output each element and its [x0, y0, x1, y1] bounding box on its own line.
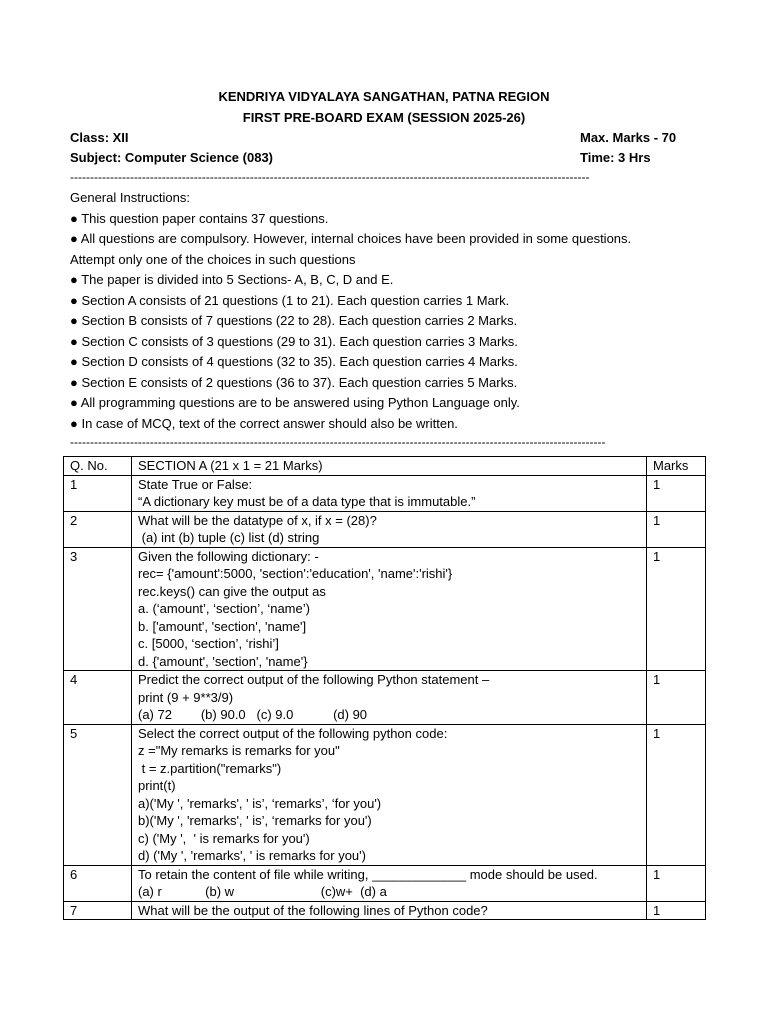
- instruction-line: ● Section C consists of 3 questions (29 to 31). Each question carries 3 Marks.: [70, 333, 518, 349]
- table-row: [64, 671, 706, 725]
- question-line: b)('My ', 'remarks', ' is’, ‘remarks for you'): [138, 813, 372, 828]
- instruction-line: General Instructions:: [70, 190, 190, 205]
- question-line: t = z.partition("remarks"): [138, 760, 282, 776]
- table-row: [64, 547, 706, 671]
- question-marks: 1: [647, 865, 706, 901]
- question-number: 3: [64, 547, 132, 671]
- question-marks: 1: [647, 901, 706, 920]
- column-header-qno: Q. No.: [64, 457, 132, 476]
- question-marks: 1: [647, 547, 706, 671]
- question-line: rec.keys() can give the output as: [138, 583, 326, 599]
- question-line: Given the following dictionary: -: [138, 548, 319, 564]
- instruction-line: ● Section E consists of 2 questions (36 to 37). Each question carries 5 Marks.: [70, 374, 518, 390]
- instruction-line: Attempt only one of the choices in such questions: [70, 251, 356, 267]
- question-line: d. {'amount', 'section', 'name'}: [138, 653, 308, 669]
- question-line: b. ['amount', 'section', 'name']: [138, 618, 307, 634]
- general-instructions: [70, 188, 710, 434]
- question-line: What will be the datatype of x, if x = (28)?: [138, 512, 377, 528]
- question-text: [132, 475, 647, 511]
- table-header-row: [64, 457, 706, 476]
- question-text: [132, 724, 647, 865]
- question-number: 5: [64, 724, 132, 865]
- table-row: [64, 901, 706, 920]
- table-row: [64, 865, 706, 901]
- subject-label: Subject: Computer Science (083): [70, 150, 273, 165]
- organization-title: KENDRIYA VIDYALAYA SANGATHAN, PATNA REGION: [218, 89, 550, 104]
- column-header-section: SECTION A (21 x 1 = 21 Marks): [132, 457, 647, 476]
- dashed-divider-top: ----------------------------------------------------------------------------------------------------------------------------------: [70, 170, 590, 184]
- question-line: d) ('My ', 'remarks', ' is remarks for you'): [138, 848, 366, 863]
- question-line: Select the correct output of the following python code:: [138, 725, 448, 741]
- class-label: Class: XII: [70, 130, 129, 145]
- question-line: State True or False:: [138, 476, 253, 492]
- question-line: z ="My remarks is remarks for you": [138, 743, 340, 758]
- question-line: print (9 + 9**3/9): [138, 689, 234, 705]
- question-number: 7: [64, 901, 132, 920]
- instruction-line: ● This question paper contains 37 questions.: [70, 210, 329, 226]
- table-row: [64, 724, 706, 865]
- table-row: [64, 511, 706, 547]
- question-marks: 1: [647, 671, 706, 725]
- question-line: What will be the output of the following lines of Python code?: [138, 902, 488, 918]
- question-number: 2: [64, 511, 132, 547]
- time-label: Time: 3 Hrs: [580, 150, 651, 165]
- question-number: 6: [64, 865, 132, 901]
- instruction-line: ● All questions are compulsory. However, internal choices have been provided in some questions.: [70, 231, 632, 246]
- question-line: (a) int (b) tuple (c) list (d) string: [138, 530, 320, 545]
- question-line: (a) r (b) w (c)w+ (d) a: [138, 884, 387, 899]
- question-line: Predict the correct output of the following Python statement –: [138, 672, 490, 687]
- question-marks: 1: [647, 724, 706, 865]
- dashed-divider-bottom: --------------------------------------------------------------------------------------------------------------------------------------: [70, 435, 606, 449]
- question-marks: 1: [647, 511, 706, 547]
- instruction-line: ● All programming questions are to be answered using Python Language only.: [70, 395, 520, 410]
- instruction-line: ● In case of MCQ, text of the correct answer should also be written.: [70, 415, 458, 431]
- instruction-line: ● The paper is divided into 5 Sections- A, B, C, D and E.: [70, 272, 394, 287]
- question-text: [132, 901, 647, 920]
- instruction-line: ● Section D consists of 4 questions (32 to 35). Each question carries 4 Marks.: [70, 354, 518, 369]
- question-marks: 1: [647, 475, 706, 511]
- questions-table-body: [64, 475, 706, 920]
- question-line: c. [5000, ‘section’, ‘rishi’]: [138, 636, 279, 651]
- question-line: a)('My ', 'remarks', ' is’, ‘remarks’, ‘for you'): [138, 795, 382, 811]
- table-row: [64, 475, 706, 511]
- questions-table: [63, 456, 706, 920]
- question-line: To retain the content of file while writing, _____________ mode should be used.: [138, 866, 598, 882]
- question-line: a. (‘amount’, ‘section’, ‘name’): [138, 601, 310, 616]
- exam-title: FIRST PRE-BOARD EXAM (SESSION 2025-26): [242, 110, 526, 125]
- question-text: [132, 547, 647, 671]
- question-number: 4: [64, 671, 132, 725]
- max-marks: Max. Marks - 70: [580, 130, 677, 145]
- question-line: print(t): [138, 778, 176, 793]
- question-number: 1: [64, 475, 132, 511]
- question-line: “A dictionary key must be of a data type that is immutable.”: [138, 494, 476, 509]
- question-text: [132, 865, 647, 901]
- question-line: (a) 72 (b) 90.0 (c) 9.0 (d) 90: [138, 707, 368, 722]
- question-text: [132, 511, 647, 547]
- column-header-marks: Marks: [647, 457, 706, 476]
- instruction-line: ● Section B consists of 7 questions (22 to 28). Each question carries 2 Marks.: [70, 313, 518, 328]
- question-text: [132, 671, 647, 725]
- question-line: c) ('My ', ' is remarks for you'): [138, 830, 310, 846]
- question-line: rec= {'amount':5000, 'section':'education', 'name':'rishi'}: [138, 566, 453, 581]
- instruction-line: ● Section A consists of 21 questions (1 to 21). Each question carries 1 Mark.: [70, 292, 510, 308]
